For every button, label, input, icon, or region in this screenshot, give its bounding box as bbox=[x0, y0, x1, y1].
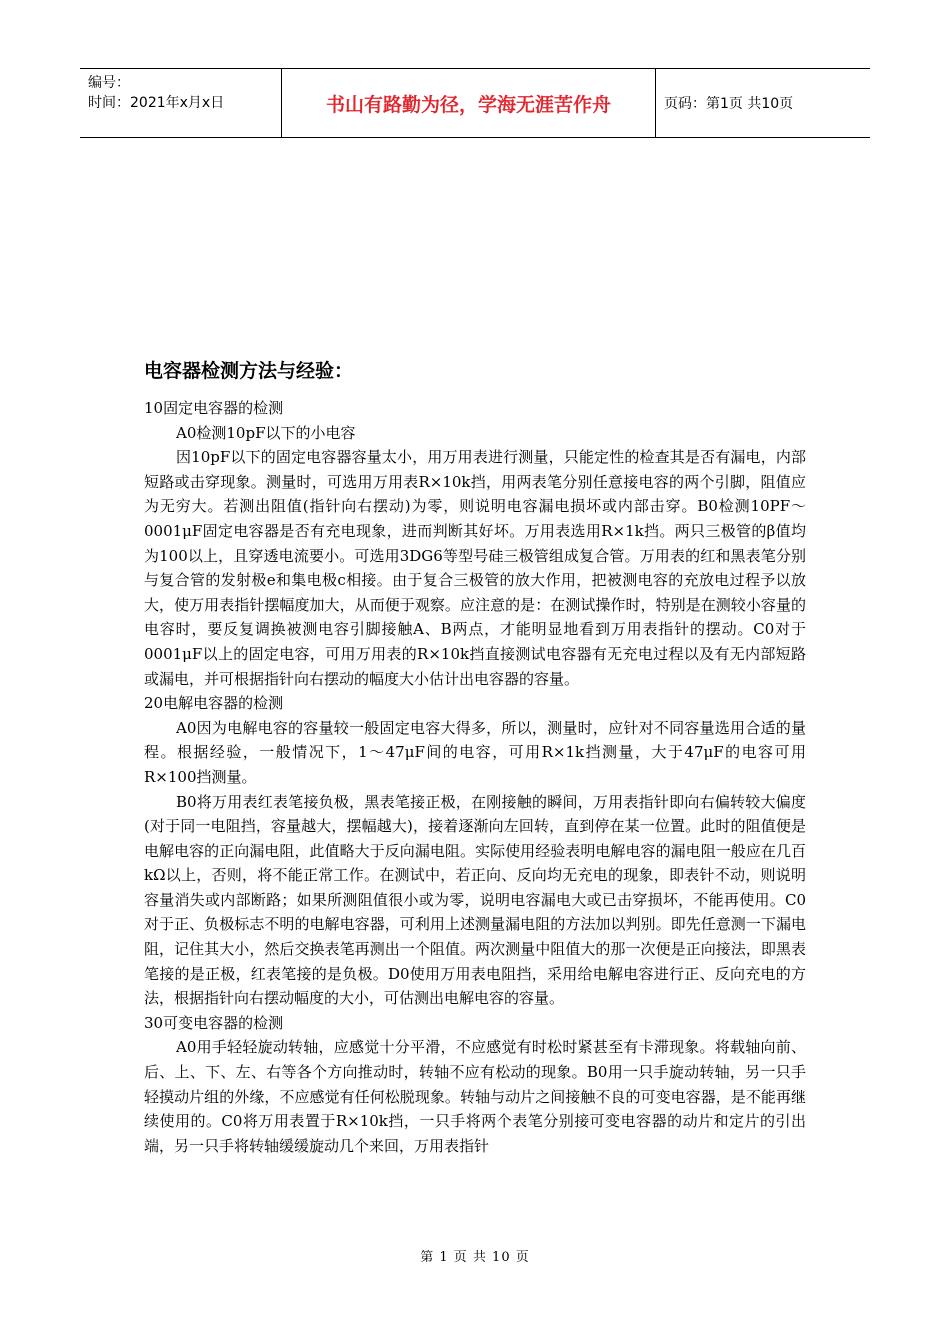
paragraph: 因10pF以下的固定电容器容量太小，用万用表进行测量，只能定性的检查其是否有漏电，内部短路或击穿现象。测量时，可选用万用表R×10k挡，用两表笔分别任意接电容的两个引脚，阻值应为无穷大。若测出阻值(指针向右摆动)为零，则说明电容漏电损坏或内部击穿。B0检测10PF～0001μF固定电容器是否有充电现象，进而判断其好坏。万用表选用R×1k挡。两只三极管的β值均为100以上，且穿透电流要小。可选用3DG6等型号硅三极管组成复合管。万用表的红和黑表笔分别与复合管的发射极e和集电极c相接。由于复合三极管的放大作用，把被测电容的充放电过程予以放大，使万用表指针摆幅度加大，从而便于观察。应注意的是：在测试操作时，特别是在测较小容量的电容时，要反复调换被测电容引脚接触A、B两点，才能明显地看到万用表指针的摆动。C0对于0001μF以上的固定电容，可用万用表的R×10k挡直接测试电容器有无充电过程以及有无内部短路或漏电，并可根据指针向右摆动的幅度大小估计出电容器的容量。 bbox=[144, 448, 806, 688]
header-table bbox=[80, 68, 870, 138]
section-variable-capacitor bbox=[144, 1011, 806, 1159]
section-fixed-capacitor bbox=[144, 396, 806, 691]
serial-number-label: 编号： bbox=[88, 75, 130, 91]
paragraph: A0检测10pF以下的小电容 bbox=[176, 423, 356, 442]
document-body bbox=[144, 356, 806, 1158]
paragraph: B0将万用表红表笔接负极，黑表笔接正极，在刚接触的瞬间，万用表指针即向右偏转较大偏度(对于同一电阻挡，容量越大，摆幅越大)，接着逐渐向左回转，直到停在某一位置。此时的阻值便是电解电容的正向漏电阻，此值略大于反向漏电阻。实际使用经验表明电解电容的漏电阻一般应在几百kΩ以上，否则，将不能正常工作。在测试中，若正向、反向均无充电的现象，即表针不动，则说明容量消失或内部断路；如果所测阻值很小或为零，说明电容漏电大或已击穿损坏，不能再使用。C0对于正、负极标志不明的电解电容器，可利用上述测量漏电阻的方法加以判别。即先任意测一下漏电阻，记住其大小，然后交换表笔再测出一个阻值。两次测量中阻值大的那一次便是正向接法，即黑表笔接的是正极，红表笔接的是负极。D0使用万用表电阻挡，采用给电解电容进行正、反向充电的方法，根据指针向右摆动幅度的大小，可估测出电解电容的容量。 bbox=[144, 792, 806, 1008]
section-electrolytic-capacitor bbox=[144, 691, 806, 1011]
header-left-cell bbox=[80, 69, 282, 137]
date-line: 时间：2021年x月x日 bbox=[88, 95, 225, 111]
section-heading: 10固定电容器的检测 bbox=[144, 399, 284, 417]
document-title: 电容器检测方法与经验： bbox=[144, 360, 354, 382]
page-info-text: 页码：第1页 共10页 bbox=[664, 96, 794, 112]
motto-cell bbox=[282, 69, 656, 137]
paragraph: A0用手轻轻旋动转轴，应感觉十分平滑，不应感觉有时松时紧甚至有卡滞现象。将载轴向前、后、上、下、左、右等各个方向推动时，转轴不应有松动的现象。B0用一只手旋动转轴，另一只手轻摸动片组的外缘，不应感觉有任何松脱现象。转轴与动片之间接触不良的可变电容器，是不能再继续使用的。C0将万用表置于R×10k挡，一只手将两个表笔分别接可变电容器的动片和定片的引出端，另一只手将转轴缓缓旋动几个来回，万用表指针 bbox=[144, 1038, 806, 1155]
paragraph: A0因为电解电容的容量较一般固定电容大得多，所以，测量时，应针对不同容量选用合适的量程。根据经验，一般情况下，1～47μF间的电容，可用R×1k挡测量，大于47μF的电容可用R×100挡测量。 bbox=[144, 718, 806, 786]
page-footer: 第 1 页 共 10 页 bbox=[420, 1250, 530, 1265]
motto-text: 书山有路勤为径，学海无涯苦作舟 bbox=[325, 93, 611, 116]
section-heading: 20电解电容器的检测 bbox=[144, 694, 284, 713]
page-info-cell bbox=[656, 69, 870, 137]
section-heading: 30可变电容器的检测 bbox=[144, 1013, 284, 1032]
